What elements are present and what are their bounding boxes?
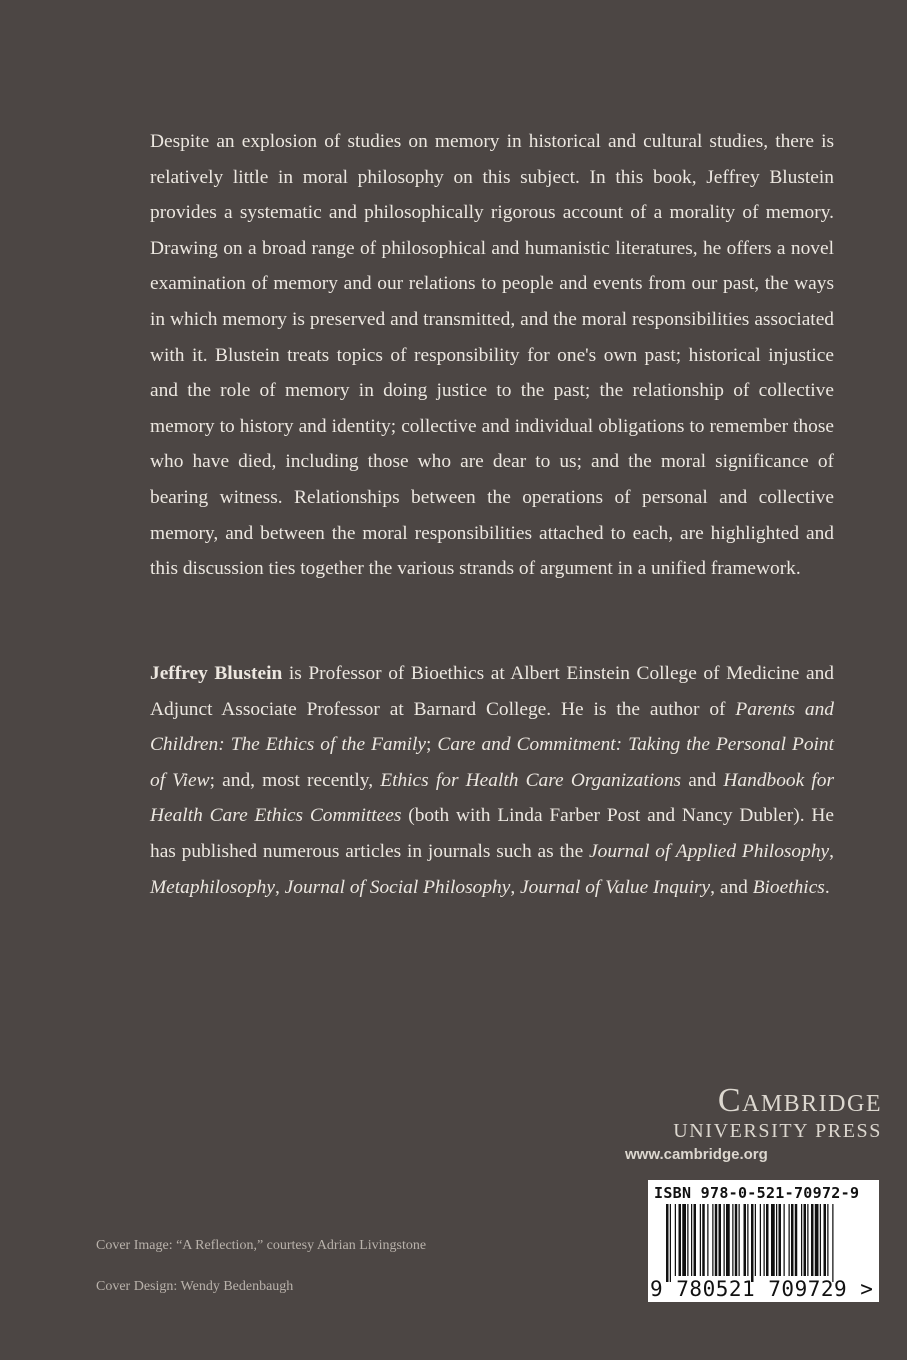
book-description — [150, 124, 834, 587]
barcode-bar — [739, 1204, 740, 1276]
barcode-bar — [824, 1204, 827, 1276]
bio-text: ; and, most recently, — [209, 769, 381, 791]
bio-paragraph — [150, 656, 834, 905]
barcode-bar — [691, 1204, 692, 1276]
barcode-bar — [747, 1204, 748, 1276]
barcode-bar — [724, 1204, 725, 1276]
barcode-bar — [789, 1204, 790, 1276]
journal-title: Journal of Applied Philosophy — [589, 840, 830, 862]
barcode-bar — [832, 1204, 833, 1282]
bio-text: . — [824, 876, 830, 898]
barcode-bar — [726, 1204, 730, 1276]
bio-text: and — [681, 769, 724, 791]
publisher-logo — [622, 1082, 882, 1168]
publisher-url[interactable]: www.cambridge.org — [625, 1146, 768, 1163]
barcode-bar — [751, 1204, 754, 1282]
barcode-bar — [815, 1204, 819, 1276]
barcode-bar — [795, 1204, 798, 1276]
isbn-barcode — [648, 1180, 879, 1302]
barcode-bar — [735, 1204, 738, 1276]
book-title: Handbook for Health Care Ethics Committees — [150, 769, 834, 827]
barcode-bar — [801, 1204, 802, 1276]
description-paragraph: Despite an explosion of studies on memory in historical and cultural studies, there is relatively little in moral philosophy on this subject. In this book, Jeffrey Blustein provides a systematic and philosophically rigorous account of a morality of memory. Drawing on a broad range of philosophical and humanistic literatures, he offers a novel examination of memory and our relations to people and events from our past, the ways in which memory is preserved and transmitted, and the moral responsibilities associated with it. Blustein treats topics of responsibility for one's own past; historical injustice and the role of memory in doing justice to the past; the relationship of collective memory to history and identity; collective and individual obligations to remember those who have died, including those who are dear to us; and the moral significance of bearing witness. Relationships between the operations of personal and collective memory, and between the moral responsibilities attached to each, are highlighted and this discussion ties together the various strands of argument in a unified framework. — [150, 131, 834, 580]
author-bio — [150, 656, 834, 905]
bio-text: , and — [710, 876, 753, 898]
book-title: Parents and Children: The Ethics of the Family — [150, 698, 834, 756]
barcode-bar — [707, 1204, 708, 1276]
barcode-bar — [715, 1204, 718, 1276]
publisher-name: Cambridge — [717, 1082, 882, 1119]
barcode-bar — [804, 1204, 807, 1276]
barcode-bar — [764, 1204, 765, 1276]
barcode-bar — [694, 1204, 697, 1276]
barcode-bar — [820, 1204, 821, 1276]
barcode-bar — [702, 1204, 705, 1276]
barcode-bar — [670, 1204, 671, 1282]
barcode-bar — [807, 1204, 808, 1276]
barcode-bar — [666, 1204, 669, 1282]
barcode-bar — [827, 1204, 828, 1276]
bio-text: , — [829, 840, 834, 862]
barcode-bar — [766, 1204, 769, 1276]
book-title: Care and Commitment: Taking the Personal Point of View — [150, 734, 834, 791]
isbn-label: ISBN 978-0-521-70972-9 — [654, 1184, 860, 1202]
bio-text: , — [274, 876, 285, 898]
cover-credits — [96, 1236, 426, 1297]
barcode-bar — [760, 1204, 761, 1276]
journal-title: Metaphilosophy — [150, 876, 275, 898]
barcode-digits: 9 780521 709729 > — [650, 1277, 874, 1301]
cover-design-credit: Cover Design: Wendy Bedenbaugh — [96, 1279, 294, 1294]
bio-text: ; — [426, 734, 438, 756]
book-title: Ethics for Health Care Organizations — [380, 769, 682, 791]
barcode-bar — [776, 1204, 777, 1276]
barcode-bar — [679, 1204, 682, 1276]
barcode-bar — [779, 1204, 782, 1276]
barcode-bar — [811, 1204, 814, 1276]
barcode-bar — [687, 1204, 688, 1276]
barcode-bar — [771, 1204, 775, 1276]
barcode-bar — [791, 1204, 794, 1276]
barcode-bar — [712, 1204, 713, 1276]
barcode-bar — [675, 1204, 676, 1276]
barcode-bar — [732, 1204, 733, 1276]
barcode-bar — [784, 1204, 785, 1276]
journal-title: Journal of Value Inquiry — [520, 876, 711, 898]
barcode-bar — [719, 1204, 722, 1276]
barcode-bar — [755, 1204, 756, 1276]
bio-text: is Professor of Bioethics at Albert Einstein College of Medicine and Adjunct Associate Professor at Barnard College. He is the author of — [150, 663, 834, 720]
publisher-subtitle: UNIVERSITY PRESS — [673, 1120, 882, 1142]
cover-image-credit: Cover Image: “A Reflection,” courtesy Adrian Livingstone — [96, 1238, 427, 1253]
bio-text: (both with Linda Farber Post and Nancy Dubler). He has published numerous articles in journals such as the — [150, 805, 834, 862]
barcode-bar — [682, 1204, 686, 1276]
journal-title: Bioethics — [752, 876, 825, 898]
bio-text: , — [510, 876, 521, 898]
journal-title: Journal of Social Philosophy — [284, 876, 511, 898]
barcode-bar — [700, 1204, 701, 1276]
author-name: Jeffrey Blustein — [150, 663, 283, 684]
barcode-bar — [744, 1204, 747, 1276]
